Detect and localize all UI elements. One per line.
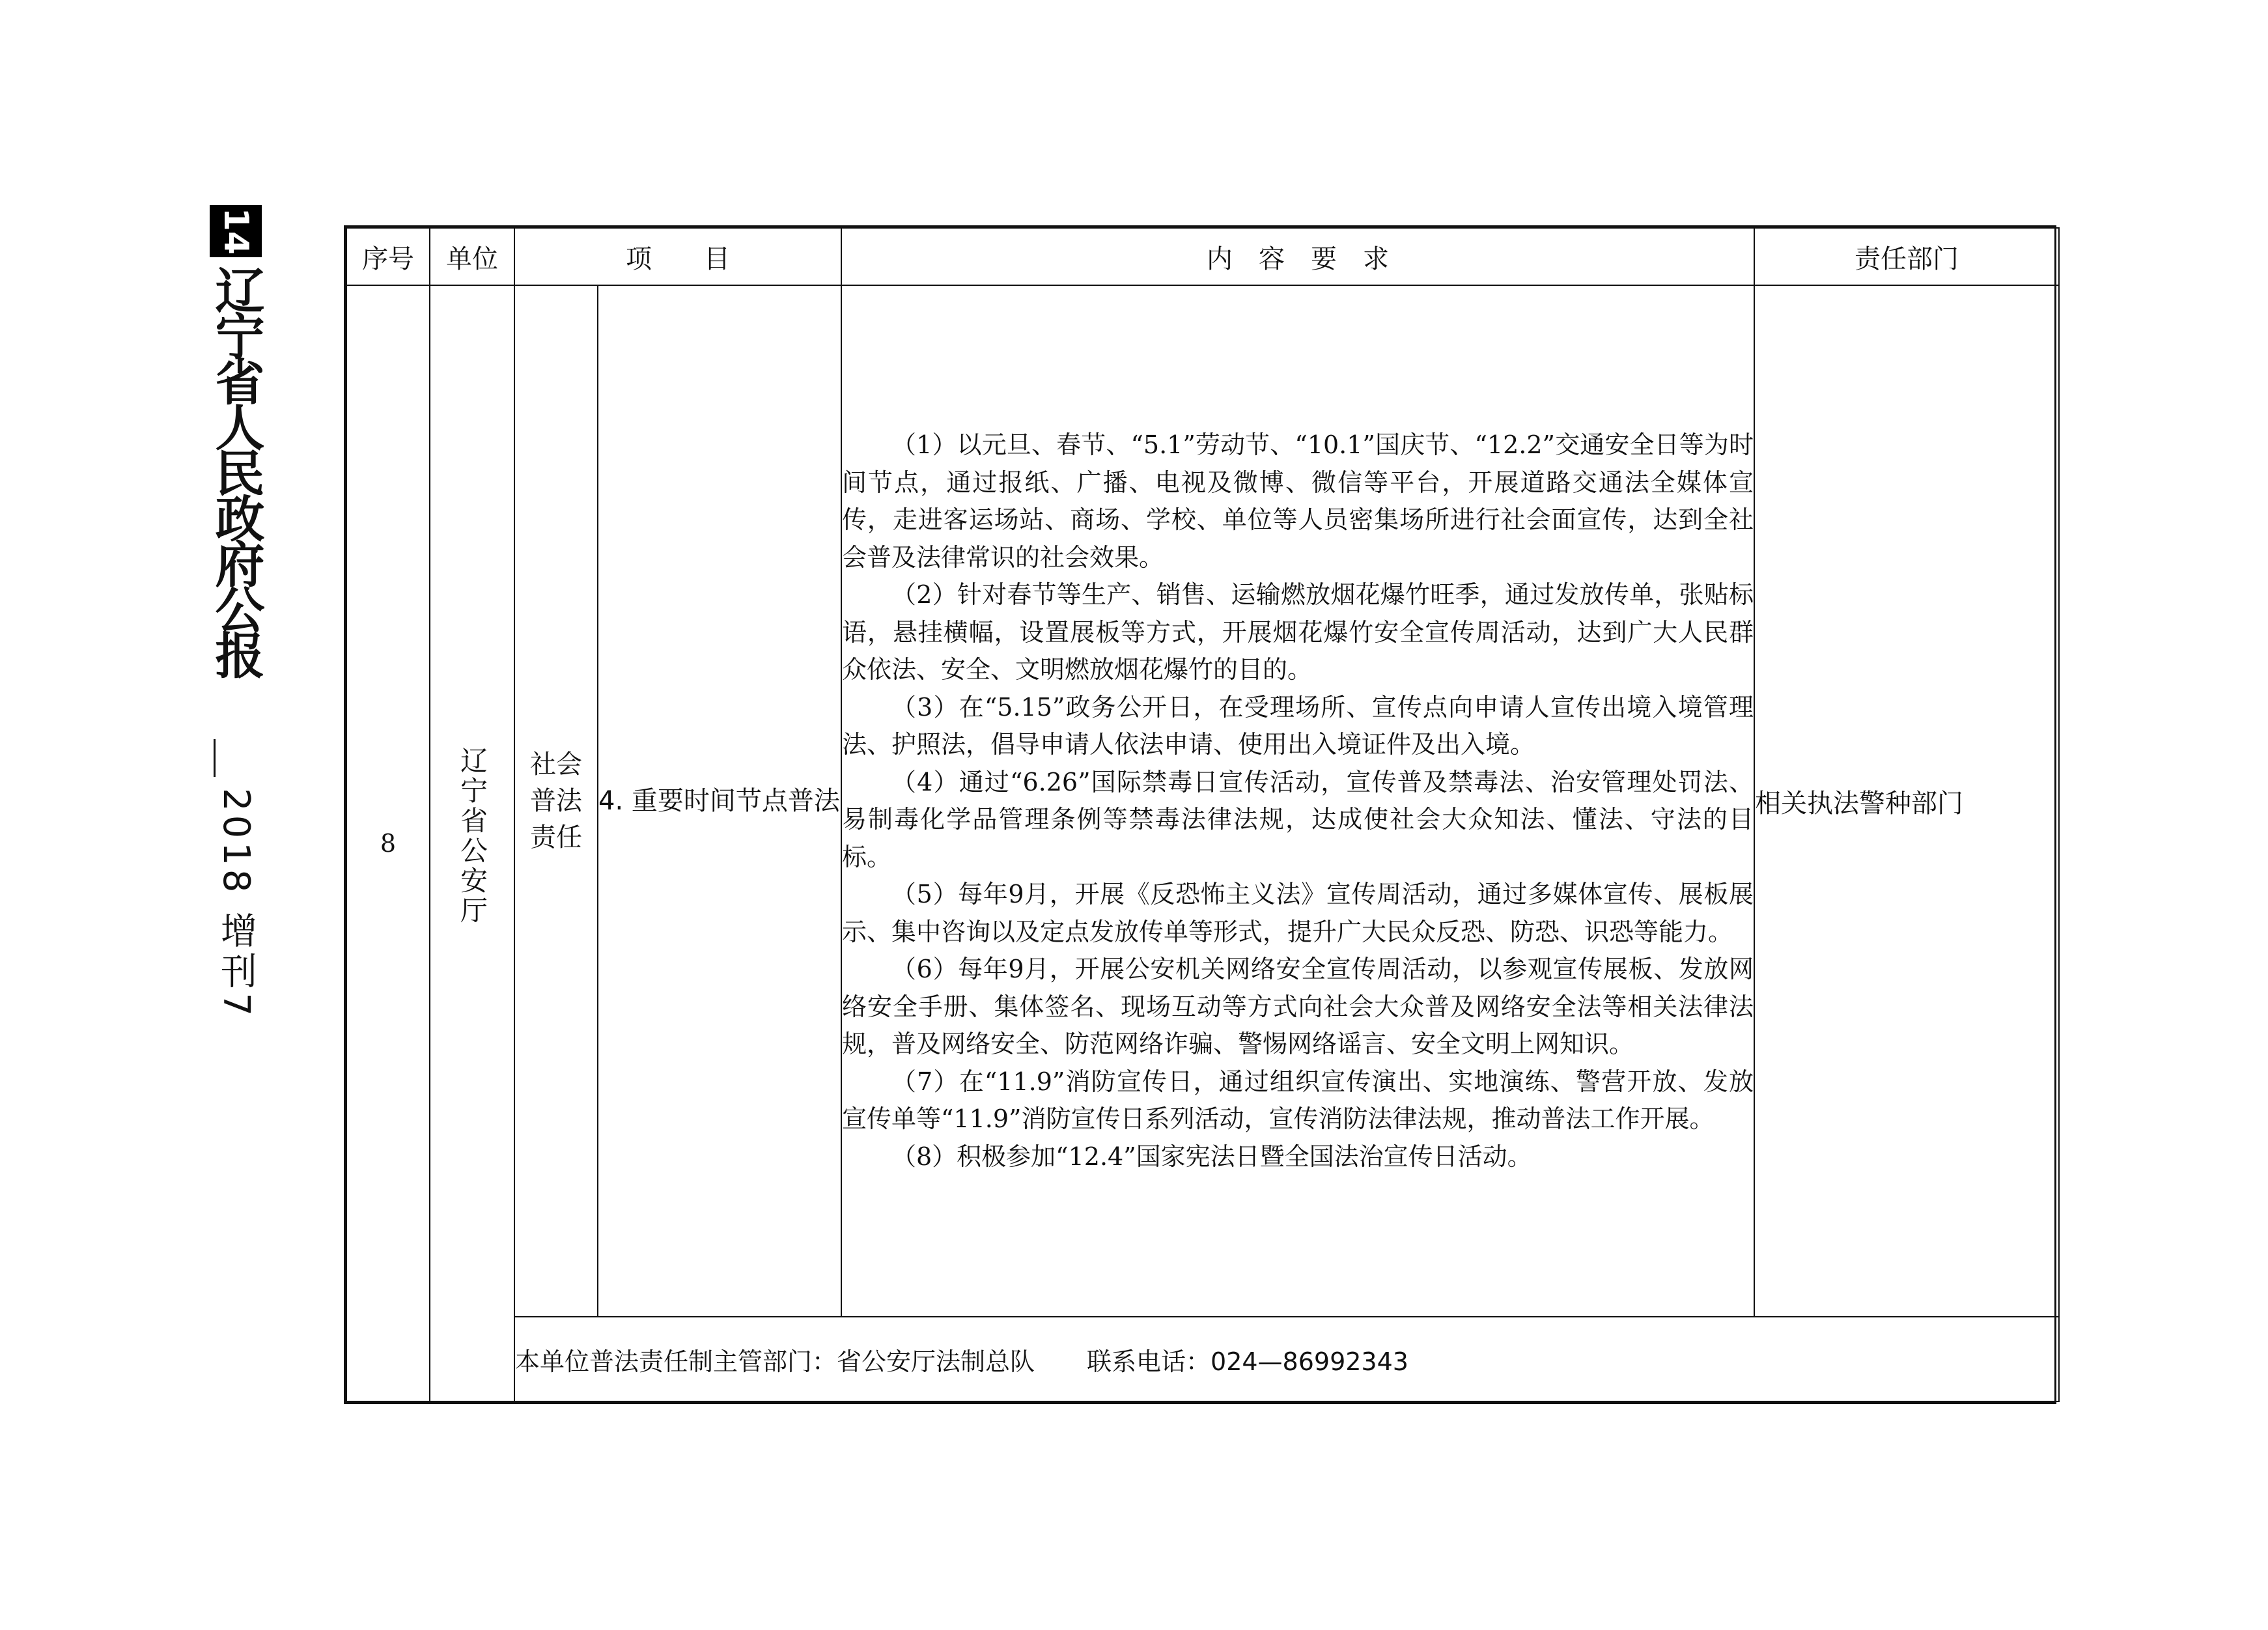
table-row [346,285,2059,1317]
issue-label: 2018 增刊7 [215,788,257,1020]
table-header-row [346,228,2059,285]
content-paragraph: （8）积极参加“12.4”国家宪法日暨全国法治宣传日活动。 [891,1142,1532,1171]
page-number-badge [210,205,262,257]
row-category-cell [514,285,598,1317]
col-header-project: 项 目 [514,228,841,285]
col-header-content: 内 容 要 求 [841,228,1754,285]
footer-cell [514,1317,2059,1401]
col-header-dept: 责任部门 [1754,228,2059,285]
header-divider [214,739,216,777]
row-item-cell [598,285,841,1317]
col-header-unit: 单位 [430,228,514,285]
table-footer-row [346,1317,2059,1401]
category-line: 责任 [530,822,582,852]
row-content-cell [841,285,1754,1317]
running-header [207,205,265,1345]
row-index: 8 [346,285,430,1401]
table-grid [346,227,2060,1402]
category-line: 社会 [530,750,582,780]
content-paragraph: （2）针对春节等生产、销售、运输燃放烟花爆竹旺季，通过发放传单，张贴标语，悬挂横幅，设置展板等方式，开展烟花爆竹安全宣传周活动，达到广大人民群众依法、安全、文明燃放烟花爆竹的目的。 [842,580,1754,684]
content-paragraph: （6）每年9月，开展公安机关网络安全宣传周活动，以参观宣传展板、发放网络安全手册、集体签名、现场互动等方式向社会大众普及网络安全法等相关法律法规，普及网络安全、防范网络诈骗、警惕网络谣言、安全文明上网知识。 [842,955,1754,1058]
responsibility-table [344,225,2056,1404]
content-paragraph: （5）每年9月，开展《反恐怖主义法》宣传周活动，通过多媒体宣传、展板展示、集中咨询以及定点发放传单等形式，提升广大民众反恐、防恐、识恐等能力。 [842,880,1754,946]
row-unit-cell [430,285,514,1401]
footer-phone: 联系电话：024—86992343 [1087,1347,1408,1376]
journal-title: 辽宁省人民政府公报 [207,265,265,675]
category-line: 普法 [530,786,582,816]
row-unit: 辽宁省公安厅 [456,746,488,926]
footer-department: 本单位普法责任制主管部门：省公安厅法制总队 [515,1347,1035,1376]
col-header-index: 序号 [346,228,430,285]
row-dept: 相关执法警种部门 [1754,285,2059,1317]
page-number: 14 [216,207,255,255]
content-paragraph: （7）在“11.9”消防宣传日，通过组织宣传演出、实地演练、警营开放、发放宣传单等“11.9”消防宣传日系列活动，宣传消防法律法规，推动普法工作开展。 [842,1067,1754,1133]
content-paragraph: （1）以元旦、春节、“5.1”劳动节、“10.1”国庆节、“12.2”交通安全日等为时间节点，通过报纸、广播、电视及微博、微信等平台，开展道路交通法全媒体宣传，走进客运场站、商场、学校、单位等人员密集场所进行社会面宣传，达到全社会普及法律常识的社会效果。 [842,430,1754,572]
content-paragraph: （3）在“5.15”政务公开日，在受理场所、宣传点向申请人宣传出境入境管理法、护照法，倡导申请人依法申请、使用出入境证件及出入境。 [842,692,1754,759]
row-item: 4. 重要时间节点普法 [598,786,840,816]
content-paragraph: （4）通过“6.26”国际禁毒日宣传活动，宣传普及禁毒法、治安管理处罚法、易制毒化学品管理条例等禁毒法律法规，达成使社会大众知法、懂法、守法的目标。 [842,767,1754,871]
